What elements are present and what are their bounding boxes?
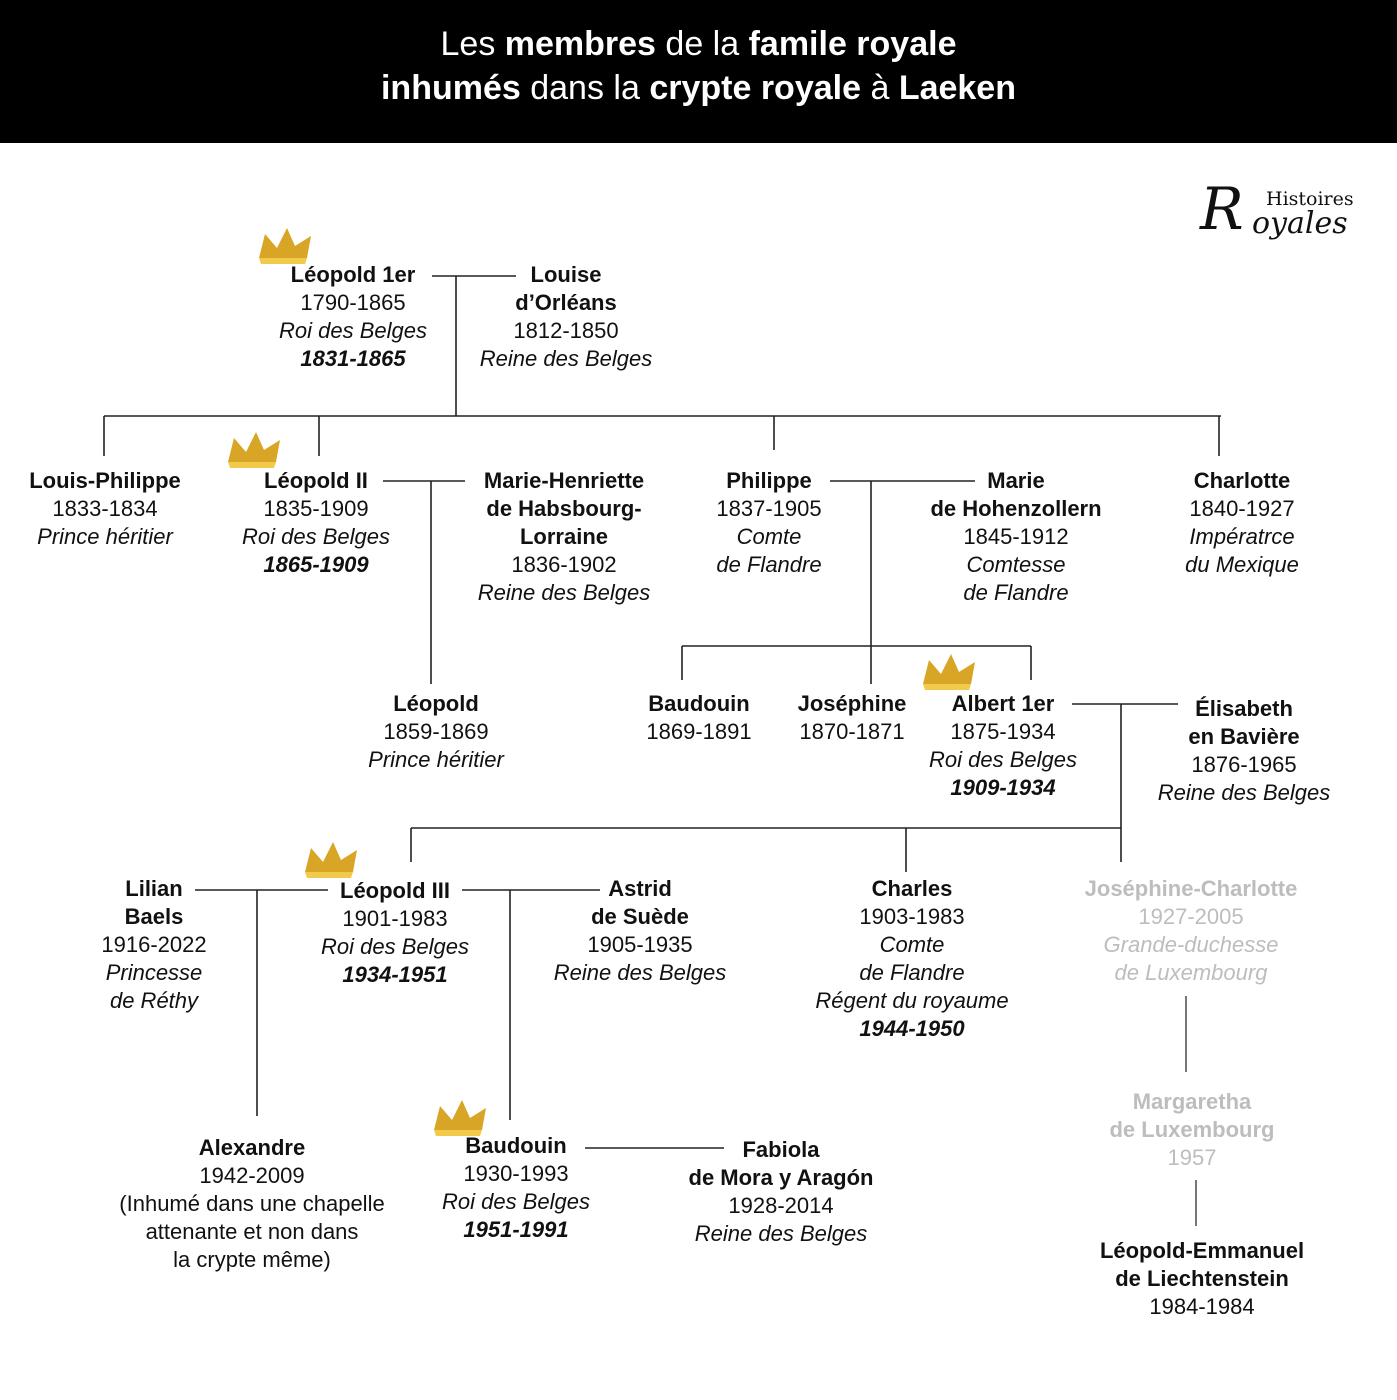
person-marie-de-hohenzollern: Marie de Hohenzollern 1845-1912 Comtesse de Flandre: [930, 468, 1102, 605]
person-albert-1er: Albert 1er 1875-1934 Roi des Belges 1909-1934: [929, 691, 1077, 800]
person-josephine-charlotte: Joséphine-Charlotte 1927-2005 Grande-duchesse de Luxembourg: [1084, 876, 1298, 985]
histoires-royales-logo: R Histoires oyales: [1200, 175, 1354, 243]
person-astrid: Astrid de Suède 1905-1935 Reine des Belges: [553, 876, 727, 985]
crown-icon: [921, 654, 977, 694]
person-lilian-baels: Lilian Baels 1916-2022 Princesse de Réthy: [101, 876, 207, 1013]
person-leopold-1er: Léopold 1er 1790-1865 Roi des Belges 1831-1865: [279, 262, 427, 371]
person-josephine: Joséphine 1870-1871: [797, 691, 907, 744]
person-elisabeth: Élisabeth en Bavière 1876-1965 Reine des Belges: [1157, 696, 1331, 805]
person-margaretha: Margaretha de Luxembourg 1957: [1109, 1089, 1275, 1170]
person-charles: Charles 1903-1983 Comte de Flandre Régent du royaume 1944-1950: [815, 876, 1009, 1041]
person-alexandre: Alexandre 1942-2009 (Inhumé dans une chapelle attenante et non dans la crypte même): [119, 1135, 385, 1272]
person-charlotte: Charlotte 1840-1927 Impératrce du Mexique: [1185, 468, 1299, 577]
person-louis-philippe: Louis-Philippe 1833-1834 Prince héritier: [29, 468, 181, 549]
person-fabiola: Fabiola de Mora y Aragón 1928-2014 Reine des Belges: [688, 1137, 874, 1246]
person-leopold-ii: Léopold II 1835-1909 Roi des Belges 1865-1909: [242, 468, 390, 577]
person-leopold-emmanuel: Léopold-Emmanuel de Liechtenstein 1984-1984: [1099, 1238, 1305, 1319]
person-leopold-prince: Léopold 1859-1869 Prince héritier: [368, 691, 504, 772]
person-philippe: Philippe 1837-1905 Comte de Flandre: [716, 468, 822, 577]
title-line-1: Les membres de la famile royale: [440, 25, 957, 63]
person-louise-dorleans: Louise d’Orléans 1812-1850 Reine des Belges: [479, 262, 653, 371]
person-leopold-iii: Léopold III 1901-1983 Roi des Belges 1934-1951: [321, 878, 469, 987]
crown-icon: [226, 432, 282, 472]
person-baudouin-1869: Baudouin 1869-1891: [646, 691, 752, 744]
person-marie-henriette: Marie-Henriette de Habsbourg- Lorraine 1836-1902 Reine des Belges: [477, 468, 651, 605]
person-baudouin-1930: Baudouin 1930-1993 Roi des Belges 1951-1991: [442, 1133, 590, 1242]
crown-icon: [303, 842, 359, 882]
title-line-2: inhumés dans la crypte royale à Laeken: [380, 69, 1016, 107]
